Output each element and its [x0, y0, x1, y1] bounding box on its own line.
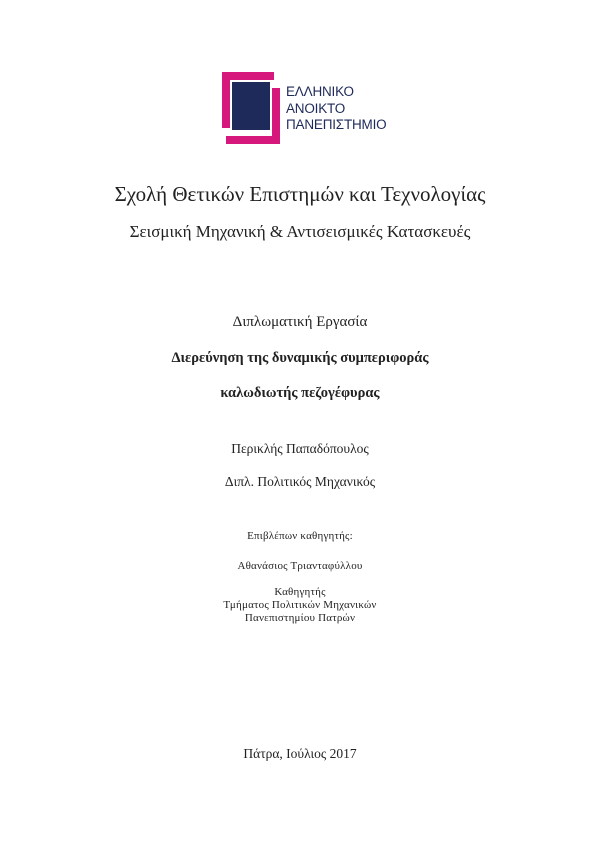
school-name: Σχολή Θετικών Επιστημών και Τεχνολογίας [114, 182, 486, 206]
logo-line: ΑΝΟΙΚΤΟ [286, 100, 346, 116]
author-degree: Διπλ. Πολιτικός Μηχανικός [224, 474, 376, 489]
eap-logo-mark-icon [222, 72, 282, 144]
author-name: Περικλής Παπαδόπουλος [231, 441, 369, 456]
program-name: Σεισμική Μηχανική & Αντισεισμικές Κατασκευές [129, 222, 471, 241]
thesis-title-line-2: καλωδιωτής πεζογέφυρας [220, 385, 380, 401]
logo-line: ΠΑΝΕΠΙΣΤΗΜΙΟ [286, 117, 387, 132]
logo-line: ΕΛΛΗΝΙΚΟ [286, 84, 354, 99]
university-logo [222, 72, 412, 144]
logo-text [286, 84, 386, 134]
thesis-title-line-1: Διερεύνηση της δυναμικής συμπεριφοράς [171, 350, 429, 366]
supervisor-role-line: Τμήματος Πολιτικών Μηχανικών [223, 599, 377, 611]
supervisor-role [0, 586, 600, 625]
supervisor-role-line: Καθηγητής [274, 586, 326, 598]
supervisor-name: Αθανάσιος Τριανταφύλλου [237, 560, 363, 572]
place-date: Πάτρα, Ιούλιος 2017 [243, 746, 357, 761]
thesis-type: Διπλωματική Εργασία [232, 314, 368, 330]
supervisor-label: Επιβλέπων καθηγητής: [247, 530, 353, 542]
supervisor-role-line: Πανεπιστημίου Πατρών [244, 612, 356, 624]
